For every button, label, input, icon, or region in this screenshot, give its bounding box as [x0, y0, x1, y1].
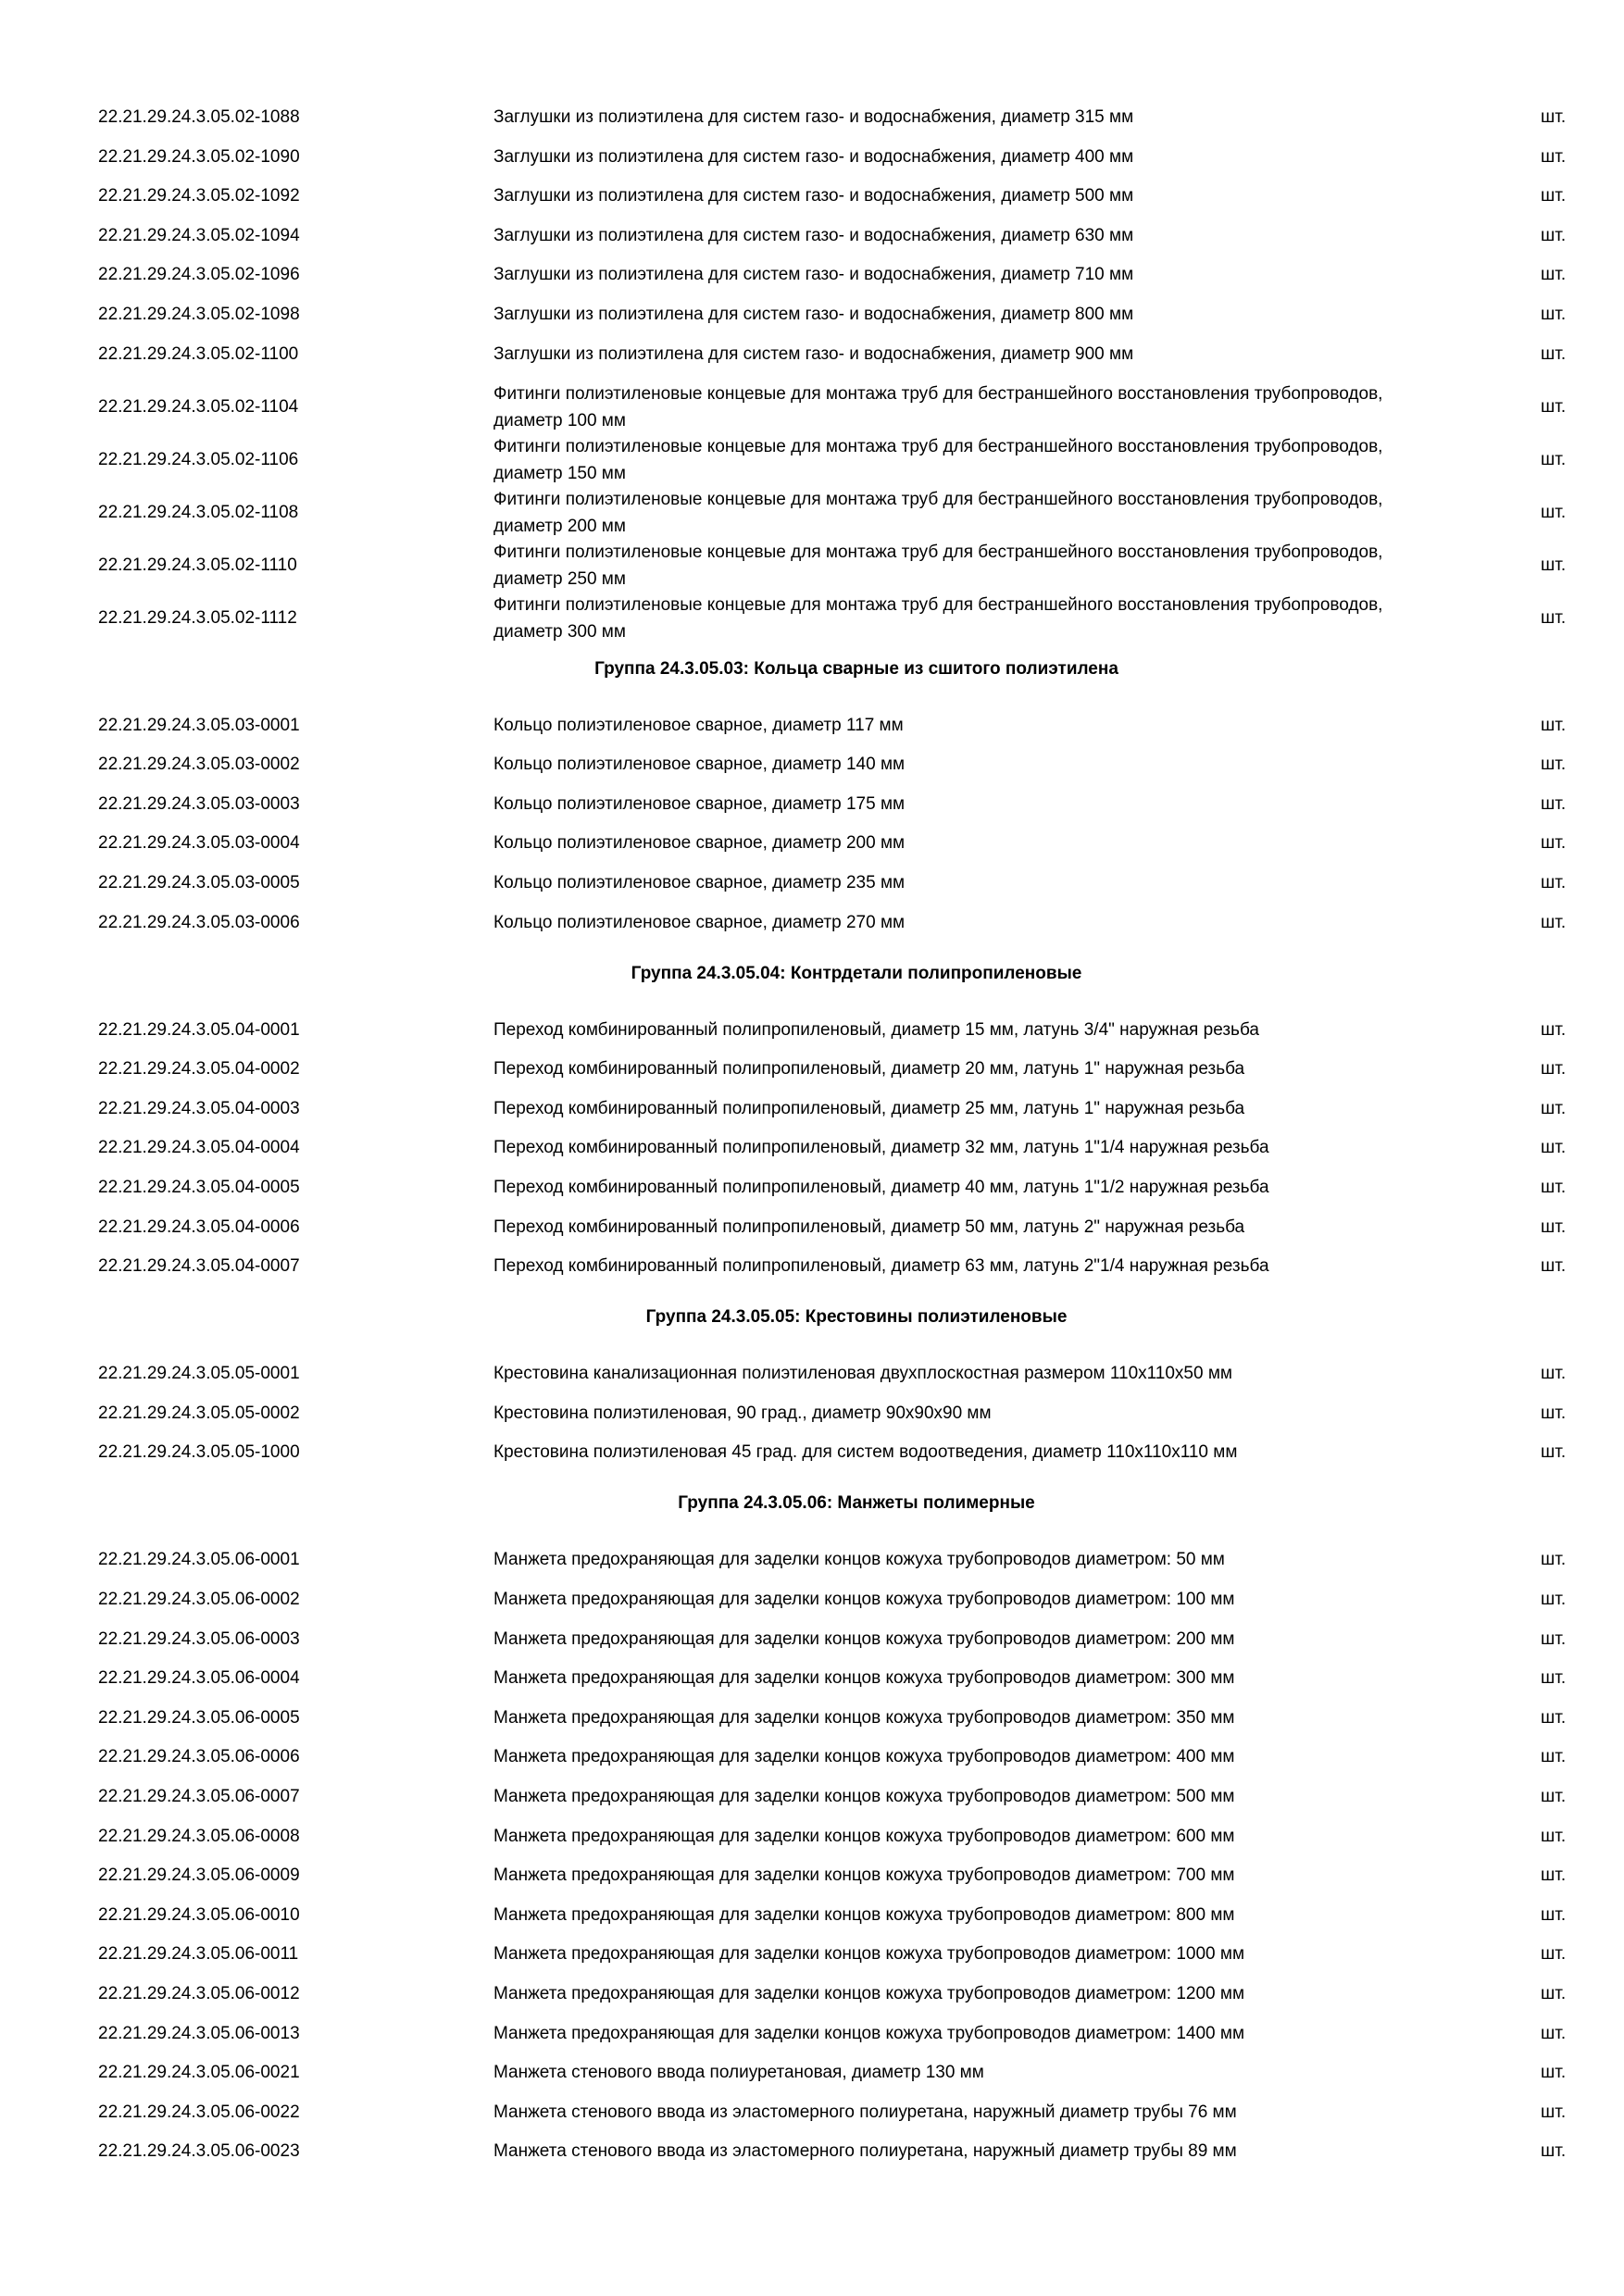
item-unit: шт. — [1541, 2023, 1567, 2043]
item-unit: шт. — [1541, 1707, 1567, 1728]
item-name: Кольцо полиэтиленовое сварное, диаметр 235 мм — [493, 873, 906, 892]
item-name: Заглушки из полиэтилена для систем газо- и водоснабжения, диаметр 630 мм — [493, 225, 1134, 245]
item-name: Переход комбинированный полипропиленовый, диаметр 32 мм, латунь 1"1/4 наружная резьба — [493, 1138, 1269, 1158]
item-name: Кольцо полиэтиленовое сварное, диаметр 270 мм — [493, 912, 906, 932]
item-code: 22.21.29.24.3.05.06-0006 — [98, 1747, 300, 1767]
item-name: Переход комбинированный полипропиленовый, диаметр 20 мм, латунь 1" наружная резьба — [493, 1059, 1245, 1079]
item-name: Фитинги полиэтиленовые концевые для монтажа труб для бестраншейного восстановления трубопроводов, диаметр 250 мм — [493, 542, 1383, 589]
item-name: Кольцо полиэтиленовое сварное, диаметр 117 мм — [493, 715, 904, 735]
item-code: 22.21.29.24.3.05.04-0002 — [98, 1059, 300, 1079]
item-code: 22.21.29.24.3.05.04-0006 — [98, 1217, 300, 1237]
item-code: 22.21.29.24.3.05.03-0004 — [98, 833, 300, 854]
item-code: 22.21.29.24.3.05.03-0001 — [98, 715, 300, 735]
item-code: 22.21.29.24.3.05.06-0002 — [98, 1590, 300, 1609]
item-code: 22.21.29.24.3.05.06-0011 — [98, 1944, 299, 1965]
item-code: 22.21.29.24.3.05.03-0006 — [98, 912, 300, 932]
item-code: 22.21.29.24.3.05.04-0007 — [98, 1256, 300, 1277]
item-unit: шт. — [1541, 343, 1567, 364]
item-code: 22.21.29.24.3.05.06-0005 — [98, 1707, 300, 1728]
item-unit: шт. — [1541, 1019, 1567, 1040]
group-title: Группа 24.3.05.04: Контрдетали полипропиленовые — [631, 963, 1082, 983]
item-name: Манжета предохраняющая для заделки концов кожуха трубопроводов диаметром: 50 мм — [493, 1550, 1225, 1570]
item-unit: шт. — [1541, 1364, 1567, 1384]
item-code: 22.21.29.24.3.05.02-1090 — [98, 146, 300, 167]
item-code: 22.21.29.24.3.05.05-1000 — [98, 1442, 300, 1463]
item-name: Заглушки из полиэтилена для систем газо- и водоснабжения, диаметр 900 мм — [493, 343, 1134, 364]
item-unit: шт. — [1541, 912, 1567, 932]
item-code: 22.21.29.24.3.05.06-0001 — [98, 1550, 300, 1570]
item-unit: шт. — [1541, 1178, 1567, 1197]
item-unit: шт. — [1541, 873, 1567, 892]
group-title: Группа 24.3.05.05: Крестовины полиэтиленовые — [645, 1307, 1068, 1328]
item-name: Манжета стенового ввода из эластомерного полиуретана, наружный диаметр трубы 89 мм — [493, 2141, 1237, 2162]
item-name: Крестовина канализационная полиэтиленовая двухплоскостная размером 110х110х50 мм — [493, 1364, 1232, 1384]
item-name: Фитинги полиэтиленовые концевые для монтажа труб для бестраншейного восстановления трубопроводов, диаметр 200 мм — [493, 489, 1383, 536]
item-name: Фитинги полиэтиленовые концевые для монтажа труб для бестраншейного восстановления трубопроводов, диаметр 150 мм — [493, 436, 1383, 483]
item-unit: шт. — [1541, 107, 1567, 127]
item-code: 22.21.29.24.3.05.06-0012 — [98, 1984, 300, 2003]
item-code: 22.21.29.24.3.05.06-0013 — [98, 2023, 300, 2043]
item-unit: шт. — [1541, 1904, 1567, 1925]
item-name: Манжета стенового ввода из эластомерного полиуретана, наружный диаметр трубы 76 мм — [493, 2102, 1237, 2122]
item-code: 22.21.29.24.3.05.06-0023 — [98, 2141, 300, 2162]
item-unit: шт. — [1541, 715, 1567, 735]
item-code: 22.21.29.24.3.05.05-0002 — [98, 1403, 300, 1423]
item-unit: шт. — [1541, 265, 1567, 285]
group-title: Группа 24.3.05.06: Манжеты полимерные — [678, 1493, 1035, 1514]
item-unit: шт. — [1541, 1098, 1567, 1118]
item-code: 22.21.29.24.3.05.02-1098 — [98, 305, 300, 324]
item-name: Заглушки из полиэтилена для систем газо- и водоснабжения, диаметр 710 мм — [493, 265, 1134, 285]
item-code: 22.21.29.24.3.05.06-0004 — [98, 1668, 300, 1689]
item-name: Заглушки из полиэтилена для систем газо- и водоснабжения, диаметр 500 мм — [493, 186, 1134, 206]
item-name: Манжета предохраняющая для заделки концов кожуха трубопроводов диаметром: 1000 мм — [493, 1944, 1245, 1965]
item-name: Переход комбинированный полипропиленовый, диаметр 25 мм, латунь 1" наружная резьба — [493, 1098, 1245, 1118]
item-unit: шт. — [1541, 1550, 1567, 1570]
item-unit: шт. — [1541, 1866, 1567, 1886]
item-unit: шт. — [1541, 1256, 1567, 1277]
item-code: 22.21.29.24.3.05.06-0009 — [98, 1866, 300, 1886]
item-name: Заглушки из полиэтилена для систем газо- и водоснабжения, диаметр 315 мм — [493, 107, 1134, 127]
item-unit: шт. — [1541, 1984, 1567, 2003]
item-code: 22.21.29.24.3.05.02-1096 — [98, 265, 300, 285]
item-name: Манжета предохраняющая для заделки концов кожуха трубопроводов диаметром: 300 мм — [493, 1668, 1235, 1689]
item-code: 22.21.29.24.3.05.02-1106 — [98, 449, 299, 469]
item-unit: шт. — [1541, 793, 1567, 814]
item-name: Переход комбинированный полипропиленовый, диаметр 50 мм, латунь 2" наружная резьба — [493, 1217, 1245, 1237]
item-code: 22.21.29.24.3.05.02-1104 — [98, 396, 299, 417]
item-code: 22.21.29.24.3.05.06-0008 — [98, 1826, 300, 1846]
item-code: 22.21.29.24.3.05.04-0004 — [98, 1138, 300, 1158]
item-name: Переход комбинированный полипропиленовый, диаметр 63 мм, латунь 2"1/4 наружная резьба — [493, 1256, 1269, 1277]
item-name: Манжета предохраняющая для заделки концов кожуха трубопроводов диаметром: 500 мм — [493, 1787, 1235, 1806]
item-unit: шт. — [1541, 1826, 1567, 1846]
item-name: Переход комбинированный полипропиленовый, диаметр 15 мм, латунь 3/4" наружная резьба — [493, 1019, 1259, 1040]
item-name: Фитинги полиэтиленовые концевые для монтажа труб для бестраншейного восстановления трубопроводов, диаметр 300 мм — [493, 594, 1383, 642]
item-unit: шт. — [1541, 1059, 1567, 1079]
item-unit: шт. — [1541, 555, 1567, 575]
item-unit: шт. — [1541, 607, 1567, 628]
item-name: Манжета предохраняющая для заделки концов кожуха трубопроводов диаметром: 400 мм — [493, 1747, 1235, 1767]
item-code: 22.21.29.24.3.05.02-1094 — [98, 225, 300, 245]
item-name: Заглушки из полиэтилена для систем газо- и водоснабжения, диаметр 800 мм — [493, 305, 1134, 324]
item-code: 22.21.29.24.3.05.06-0021 — [98, 2063, 300, 2083]
item-name: Манжета предохраняющая для заделки концов кожуха трубопроводов диаметром: 700 мм — [493, 1866, 1235, 1886]
item-code: 22.21.29.24.3.05.03-0003 — [98, 793, 300, 814]
item-code: 22.21.29.24.3.05.06-0007 — [98, 1787, 300, 1806]
item-unit: шт. — [1541, 1217, 1567, 1237]
item-name: Манжета предохраняющая для заделки концов кожуха трубопроводов диаметром: 200 мм — [493, 1628, 1235, 1649]
item-code: 22.21.29.24.3.05.02-1092 — [98, 186, 300, 206]
item-code: 22.21.29.24.3.05.03-0005 — [98, 873, 300, 892]
item-unit: шт. — [1541, 225, 1567, 245]
item-unit: шт. — [1541, 1787, 1567, 1806]
item-unit: шт. — [1541, 1628, 1567, 1649]
item-unit: шт. — [1541, 1668, 1567, 1689]
item-unit: шт. — [1541, 833, 1567, 854]
item-code: 22.21.29.24.3.05.04-0005 — [98, 1178, 300, 1197]
group-title: Группа 24.3.05.03: Кольца сварные из сшитого полиэтилена — [594, 658, 1118, 679]
item-name: Переход комбинированный полипропиленовый, диаметр 40 мм, латунь 1"1/2 наружная резьба — [493, 1178, 1269, 1197]
item-unit: шт. — [1541, 2141, 1567, 2162]
item-name: Манжета предохраняющая для заделки концов кожуха трубопроводов диаметром: 1400 мм — [493, 2023, 1245, 2043]
item-unit: шт. — [1541, 1944, 1567, 1965]
item-unit: шт. — [1541, 305, 1567, 324]
item-code: 22.21.29.24.3.05.02-1108 — [98, 502, 299, 522]
item-code: 22.21.29.24.3.05.06-0010 — [98, 1904, 300, 1925]
item-name: Кольцо полиэтиленовое сварное, диаметр 140 мм — [493, 755, 906, 775]
item-code: 22.21.29.24.3.05.04-0003 — [98, 1098, 300, 1118]
item-unit: шт. — [1541, 502, 1567, 522]
item-code: 22.21.29.24.3.05.03-0002 — [98, 755, 300, 775]
item-code: 22.21.29.24.3.05.05-0001 — [98, 1364, 300, 1384]
item-code: 22.21.29.24.3.05.02-1112 — [98, 607, 297, 628]
item-unit: шт. — [1541, 2063, 1567, 2083]
item-unit: шт. — [1541, 396, 1567, 417]
item-unit: шт. — [1541, 1138, 1567, 1158]
item-code: 22.21.29.24.3.05.02-1110 — [98, 555, 297, 575]
item-code: 22.21.29.24.3.05.04-0001 — [98, 1019, 300, 1040]
item-name: Манжета стенового ввода полиуретановая, диаметр 130 мм — [493, 2063, 984, 2083]
item-name: Кольцо полиэтиленовое сварное, диаметр 175 мм — [493, 793, 906, 814]
item-unit: шт. — [1541, 146, 1567, 167]
item-name: Фитинги полиэтиленовые концевые для монтажа труб для бестраншейного восстановления трубопроводов, диаметр 100 мм — [493, 383, 1383, 430]
item-name: Манжета предохраняющая для заделки концов кожуха трубопроводов диаметром: 100 мм — [493, 1590, 1235, 1609]
item-name: Кольцо полиэтиленовое сварное, диаметр 200 мм — [493, 833, 906, 854]
item-name: Заглушки из полиэтилена для систем газо- и водоснабжения, диаметр 400 мм — [493, 146, 1134, 167]
item-unit: шт. — [1541, 1442, 1567, 1463]
item-name: Крестовина полиэтиленовая, 90 град., диаметр 90х90х90 мм — [493, 1403, 992, 1423]
item-code: 22.21.29.24.3.05.02-1100 — [98, 343, 299, 364]
item-code: 22.21.29.24.3.05.06-0003 — [98, 1628, 300, 1649]
item-unit: шт. — [1541, 755, 1567, 775]
item-name: Крестовина полиэтиленовая 45 град. для систем водоотведения, диаметр 110х110х110 мм — [493, 1442, 1238, 1463]
item-unit: шт. — [1541, 449, 1567, 469]
item-code: 22.21.29.24.3.05.06-0022 — [98, 2102, 300, 2122]
item-code: 22.21.29.24.3.05.02-1088 — [98, 107, 300, 127]
item-name: Манжета предохраняющая для заделки концов кожуха трубопроводов диаметром: 350 мм — [493, 1707, 1235, 1728]
item-name: Манжета предохраняющая для заделки концов кожуха трубопроводов диаметром: 600 мм — [493, 1826, 1235, 1846]
item-unit: шт. — [1541, 1403, 1567, 1423]
item-name: Манжета предохраняющая для заделки концов кожуха трубопроводов диаметром: 1200 мм — [493, 1984, 1245, 2003]
item-unit: шт. — [1541, 1747, 1567, 1767]
item-unit: шт. — [1541, 1590, 1567, 1609]
item-unit: шт. — [1541, 2102, 1567, 2122]
item-name: Манжета предохраняющая для заделки концов кожуха трубопроводов диаметром: 800 мм — [493, 1904, 1235, 1925]
item-unit: шт. — [1541, 186, 1567, 206]
